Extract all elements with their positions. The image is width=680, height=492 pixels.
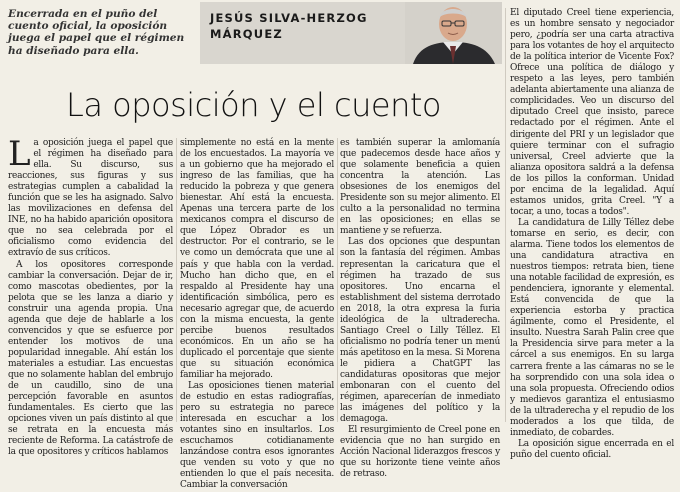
article-title: La oposición y el cuento <box>66 86 441 124</box>
paragraph: Las oposiciones tienen material de estudio en estas radiografías, pero su estrategia no parece interesada en escuchar a los votantes sino en insultarlos. Los escuchamos cotidianamente lanzándose contra esos ignorantes que venden su voto y que no entienden lo que el país necesita. Cambiar la conversación <box>180 381 334 491</box>
paragraph: El diputado Creel tiene experiencia, es un hombre sensato y negociador pero, ¿podría ser una carta atractiva para los votantes de hoy el arquitecto de la política interior de Vicente Fox? Ofrece una política de diálogo y respeto a las leyes, pero también adelanta abiertamente una alianza de complicidades. Veo un discurso del diputado Creel que insisto, parece redactado por el régimen. Ante el dirigente del PRI y un legislador que quiere terminar con el sufragio universal, Creel advierte que la alianza opositora saldrá a la defensa de los pillos la conforman. Unidad por encima de la legalidad. Aquí estamos unidos, grita Creel. "Y a tocar, a uno, tocas a todos". <box>510 8 674 217</box>
author-photo <box>405 2 502 64</box>
pull-quote: Encerrada en el puño del cuento oficial, la oposición juega el papel que el régimen ha diseñado para ella. <box>8 8 185 57</box>
paragraph: La oposición juega el papel que el régimen ha diseñado para ella. Su discurso, sus reacciones, sus figuras y sus estrategias cumplen a cabalidad la función que se les ha asignado. Salvo las movilizaciones en defensa del INE, no ha habido aparición opositora que no sea celebrada por el oficialismo como evidencia del extravío de sus críticos. <box>8 134 173 259</box>
paragraph: La oposición sigue encerrada en el puño del cuento oficial. <box>510 438 674 460</box>
column-divider <box>176 138 177 422</box>
paragraph: es también superar la amlomanía que padecemos desde hace años y que solamente beneficia a quien concentra la atención. Las obsesiones de los enemigos del Presidente son su mejor alimento. El culto a la personalidad no termina en las oposiciones; en ellas se mantiene y se refuerza. <box>340 138 500 237</box>
paragraph: La candidatura de Lilly Téllez debe tomarse en serio, es decir, con alarma. Tiene todos los elementos de una candidatura atractiva en nuestros tiempos: retrata bien, tiene una notable facilidad de expresión, es pendenciera, ignorante y elemental. Está convencida de que la experiencia estorba y practica ágilmente, como el Presidente, el insulto. Nuestra Sarah Palin cree que la Presidencia sirve para meter a la cárcel a sus enemigos. En su larga carrera frente a las cámaras no se le ha sorprendido con una sola idea o una sola propuesta. Ofreciendo odios y medievos garantiza el entusiasmo de la ultraderecha y el repudio de los moderados a los que tilda, de inmediato, de cobardes. <box>510 217 674 438</box>
article-column-4 <box>510 8 674 461</box>
column-divider <box>505 8 506 422</box>
author-band <box>200 2 502 64</box>
article-column-3 <box>340 138 500 480</box>
paragraph: A los opositores corresponde cambiar la conversación. Dejar de ir, como mascotas obedientes, por la pelota que se les lanza a diario y construir una agenda propia. Una agenda que deje de hablarle a los convencidos y que se esfuerce por entender los motivos de una popularidad innegable. Ahí están los materiales a estudiar. Las encuestas que no solamente hablan del embrujo de un caudillo, sino de una percepción favorable en asuntos fundamentales. Es cierto que las opciones viven un país distinto al que se retrata en la encuesta más reciente de Reforma. La catástrofe de la que opositores y críticos hablamos <box>8 259 173 458</box>
paragraph: Las dos opciones que despuntan son la fantasía del régimen. Ambas representan la caricatura que el régimen ha trazado de sus opositores. Uno encarna el establishment del sistema derrotado en 2018, la otra expresa la furia ideológica de la ultraderecha. Santiago Creel o Lilly Téllez. El oficialismo no podría tener un menú más apetitoso en la mesa. Si Morena le pidiera a ChatGPT las candidaturas opositoras que mejor embonaran con el cuento del régimen, aparecerían de inmediato las imágenes del político y la demagoga. <box>340 237 500 425</box>
paragraph: simplemente no está en la mente de los encuestados. La mayoría ve a un gobierno que ha mejorado el ingreso de las familias, que ha reducido la pobreza y que genera bienestar. Ahí está la encuesta. Apenas una tercera parte de los mexicanos compra el discurso de que López Obrador es un destructor. Por el contrario, se le ve como un demócrata que une al país y que habla con la verdad. Mucho han dicho que, en el respaldo al Presidente hay una identificación simbólica, pero es necesario agregar que, de acuerdo con la misma encuesta, la gente percibe buenos resultados económicos. En un año se ha duplicado el porcentaje que siente que su situación económica familiar ha mejorado. <box>180 138 334 380</box>
article-column-1 <box>8 134 173 458</box>
author-name: JESÚS SILVA-HERZOG MÁRQUEZ <box>210 11 368 41</box>
paragraph: El resurgimiento de Creel pone en evidencia que no han surgido en Acción Nacional liderazgos frescos y que su horizonte tiene veinte años de retraso. <box>340 425 500 480</box>
article-column-2 <box>180 138 334 492</box>
drop-cap: L <box>8 134 31 174</box>
column-divider <box>337 138 338 422</box>
